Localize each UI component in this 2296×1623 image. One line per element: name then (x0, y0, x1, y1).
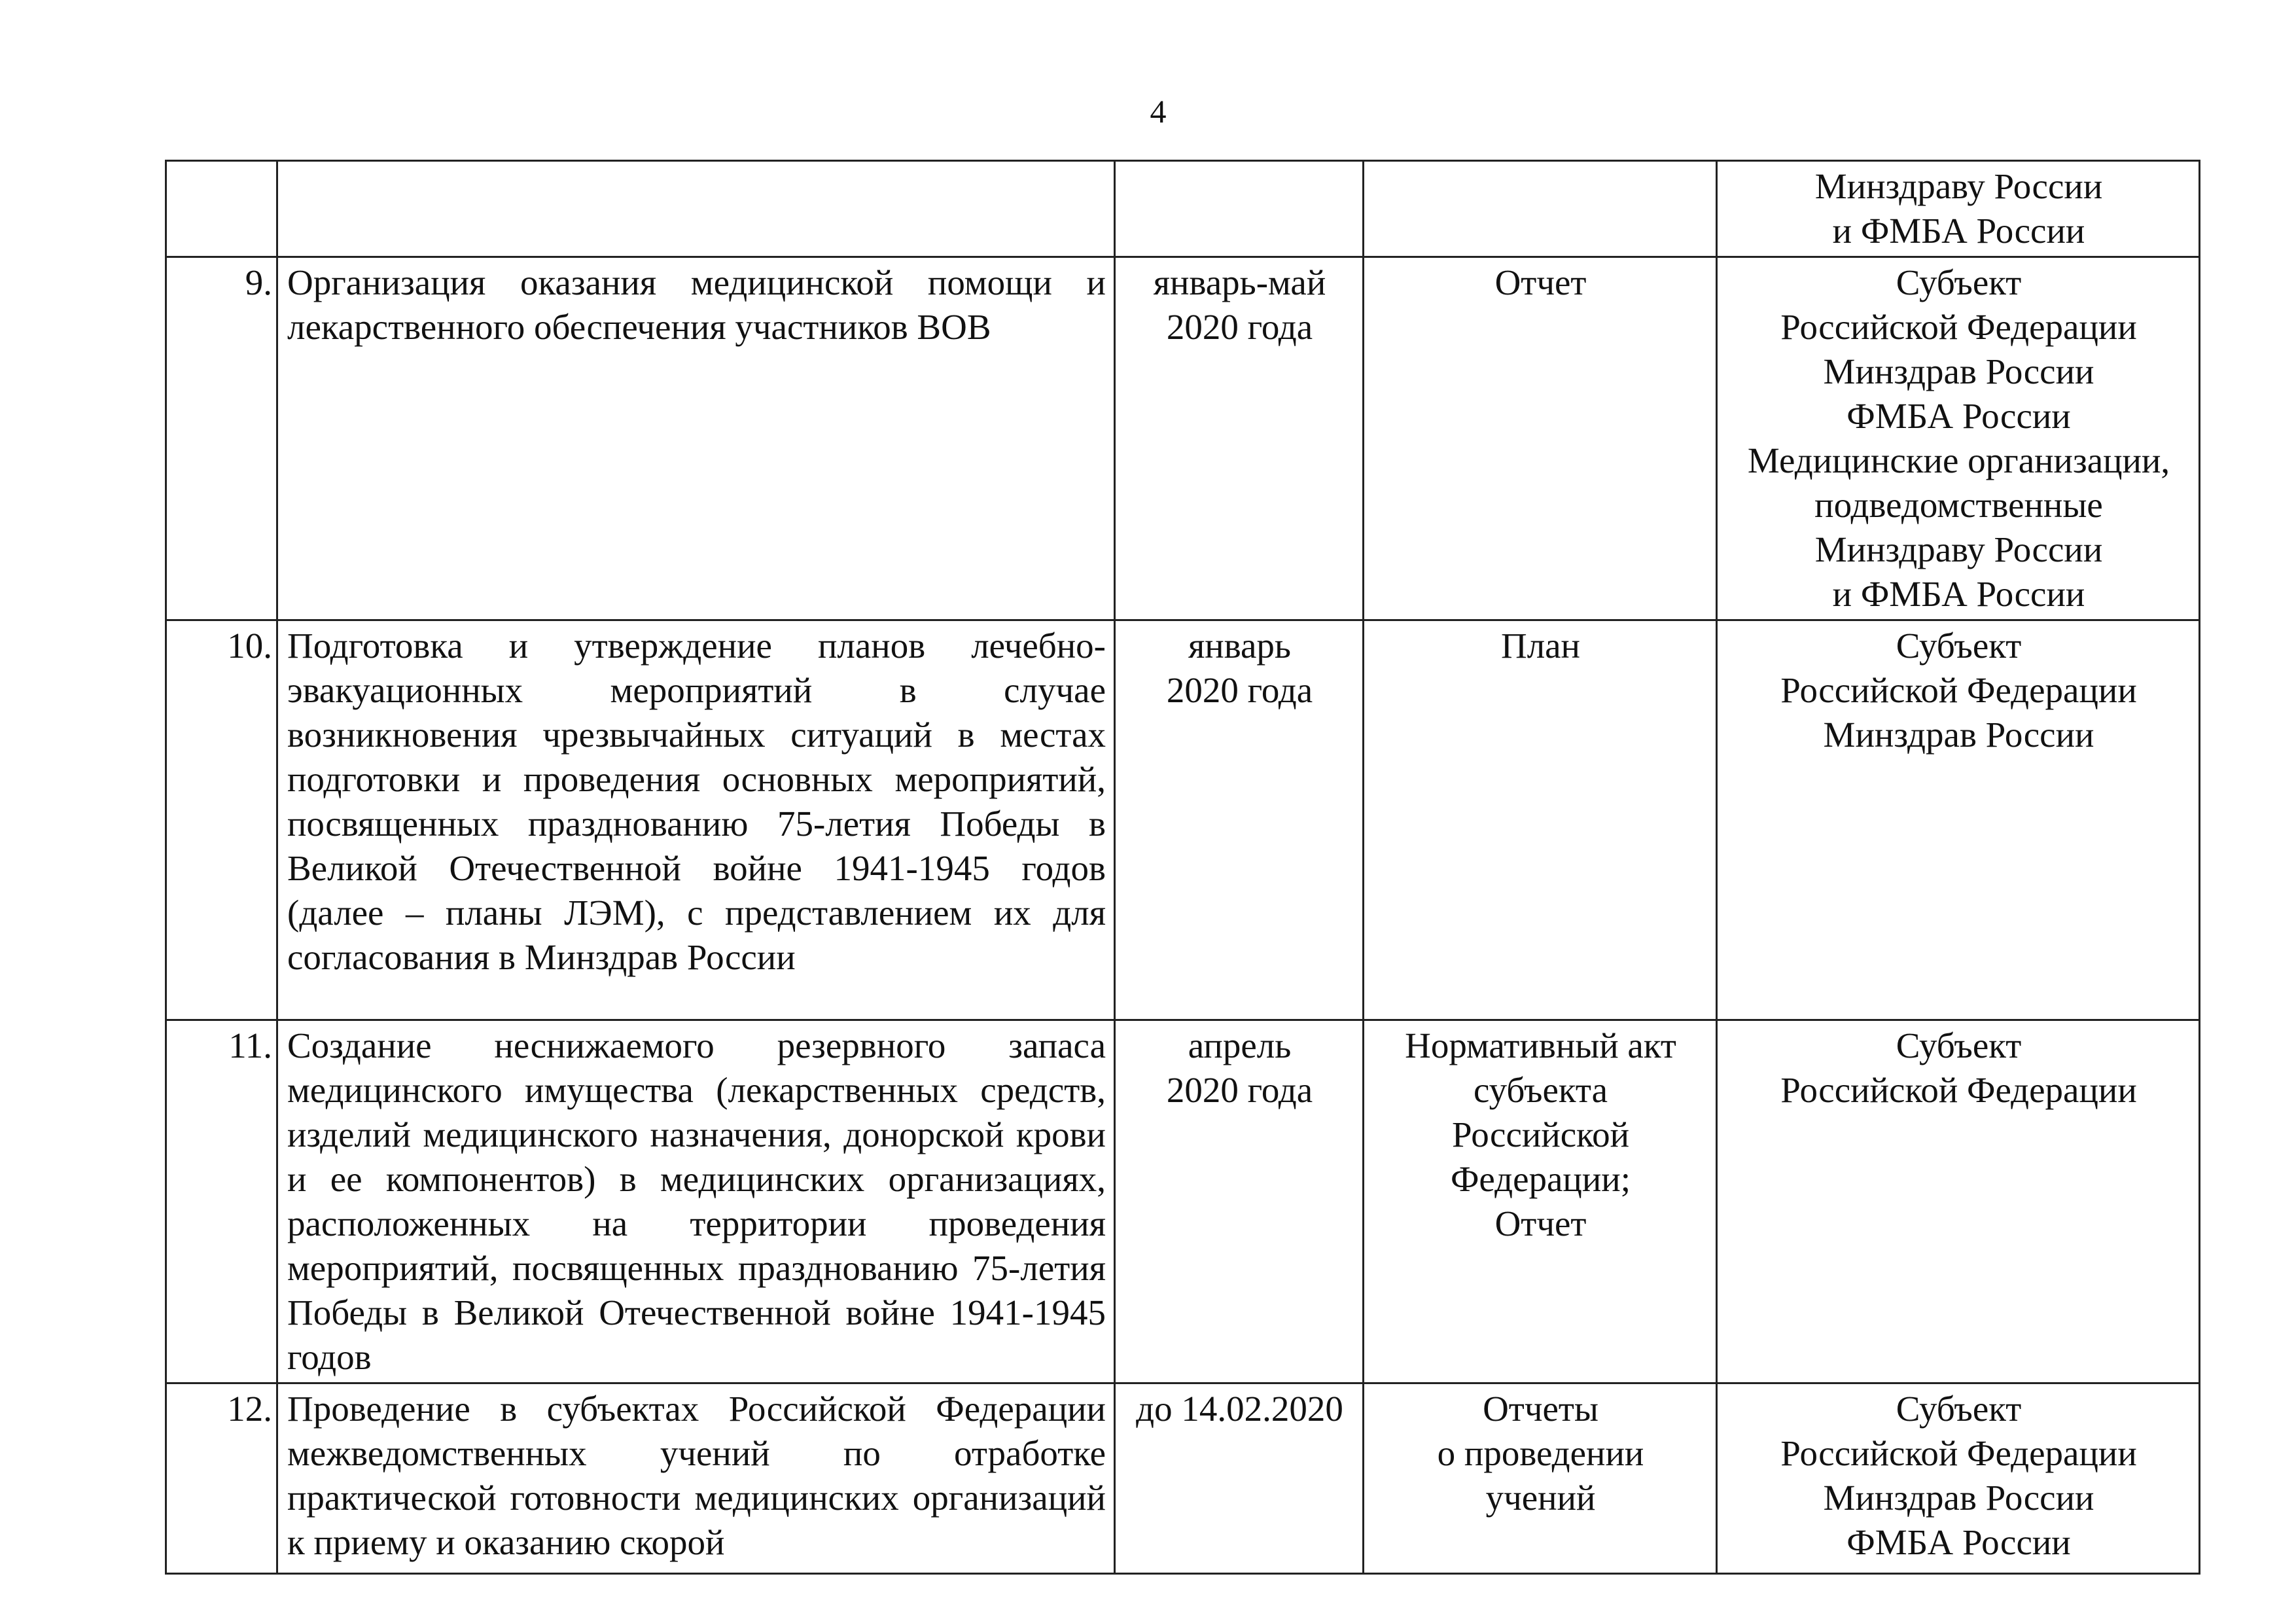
responsible-line: Субъект (1896, 1389, 2022, 1429)
date-cell (1115, 257, 1364, 620)
form-cell (1364, 1020, 1717, 1383)
responsible-line: ФМБА России (1846, 1522, 2071, 1562)
date-cell (1115, 161, 1364, 257)
form-line: Отчет (1494, 1204, 1587, 1243)
date-line: 2020 года (1166, 307, 1313, 347)
responsible-line: Российской Федерации (1780, 1070, 2137, 1110)
table-row (166, 1020, 2200, 1383)
responsible-line: и ФМБА России (1832, 574, 2085, 614)
responsible-line: Медицинские организации, (1747, 440, 2170, 480)
responsible-cell (1717, 257, 2200, 620)
date-line: до 14.02.2020 (1136, 1389, 1343, 1429)
form-line: Отчет (1494, 262, 1587, 302)
form-line: Отчеты (1483, 1389, 1598, 1429)
responsible-line: Минздрав России (1823, 715, 2094, 755)
responsible-line: Минздраву России (1814, 166, 2103, 206)
row-number-cell: 11. (166, 1020, 277, 1383)
event-cell: Подготовка и утверждение планов лечебно-эвакуационных мероприятий в случае возникновения чрезвычайных ситуаций в местах подготовки и проведения основных мероприятий, посвященных празднованию 75-летия Победы в Великой Отечественной войне 1941-1945 годов (далее – планы ЛЭМ), с представлением их для согласования в Минздрав России (277, 620, 1115, 1020)
date-cell (1115, 1383, 1364, 1574)
responsible-line: Минздраву России (1814, 529, 2103, 569)
responsible-cell (1717, 1383, 2200, 1574)
table-row-continuation (166, 161, 2200, 257)
table-row (166, 257, 2200, 620)
form-line: Федерации; (1450, 1159, 1631, 1199)
plan-table (165, 160, 2200, 1575)
row-number-cell: 10. (166, 620, 277, 1020)
event-cell: Организация оказания медицинской помощи и лекарственного обеспечения участников ВОВ (277, 257, 1115, 620)
table-row (166, 620, 2200, 1020)
form-line: учений (1485, 1478, 1596, 1518)
responsible-line: Субъект (1896, 626, 2022, 666)
date-cell (1115, 1020, 1364, 1383)
row-number-cell: 9. (166, 257, 277, 620)
responsible-line: Минздрав России (1823, 1478, 2094, 1518)
row-number-cell (166, 161, 277, 257)
responsible-line: подведомственные (1814, 485, 2103, 525)
responsible-line: Российской Федерации (1780, 307, 2137, 347)
responsible-cell (1717, 620, 2200, 1020)
date-line: январь-май (1153, 262, 1326, 302)
event-cell: Проведение в субъектах Российской Федерации межведомственных учений по отработке практической готовности медицинских организаций к приему и оказанию скорой (277, 1383, 1115, 1574)
event-cell (277, 161, 1115, 257)
date-line: январь (1188, 626, 1291, 666)
responsible-line: Субъект (1896, 1026, 2022, 1065)
responsible-line: и ФМБА России (1832, 211, 2085, 251)
form-line: Российской (1451, 1115, 1630, 1154)
responsible-cell (1717, 1020, 2200, 1383)
responsible-line: ФМБА России (1846, 396, 2071, 436)
responsible-line: Российской Федерации (1780, 1433, 2137, 1473)
form-cell (1364, 257, 1717, 620)
date-cell (1115, 620, 1364, 1020)
responsible-line: Российской Федерации (1780, 670, 2137, 710)
form-cell (1364, 620, 1717, 1020)
form-line: субъекта (1473, 1070, 1608, 1110)
responsible-cell (1717, 161, 2200, 257)
page-number: 4 (1150, 93, 1167, 130)
event-cell: Создание неснижаемого резервного запаса медицинского имущества (лекарственных средств, изделий медицинского назначения, донорской крови и ее компонентов) в медицинских организациях, расположенных на территории проведения мероприятий, посвященных празднованию 75-летия Победы в Великой Отечественной войне 1941-1945 годов (277, 1020, 1115, 1383)
date-line: апрель (1188, 1026, 1292, 1065)
form-line: Нормативный акт (1405, 1026, 1676, 1065)
table-row (166, 1383, 2200, 1574)
form-cell (1364, 1383, 1717, 1574)
form-line: План (1500, 626, 1580, 666)
date-line: 2020 года (1166, 670, 1313, 710)
form-line: о проведении (1437, 1433, 1644, 1473)
date-line: 2020 года (1166, 1070, 1313, 1110)
row-number-cell: 12. (166, 1383, 277, 1574)
responsible-line: Минздрав России (1823, 351, 2094, 391)
form-cell (1364, 161, 1717, 257)
responsible-line: Субъект (1896, 262, 2022, 302)
